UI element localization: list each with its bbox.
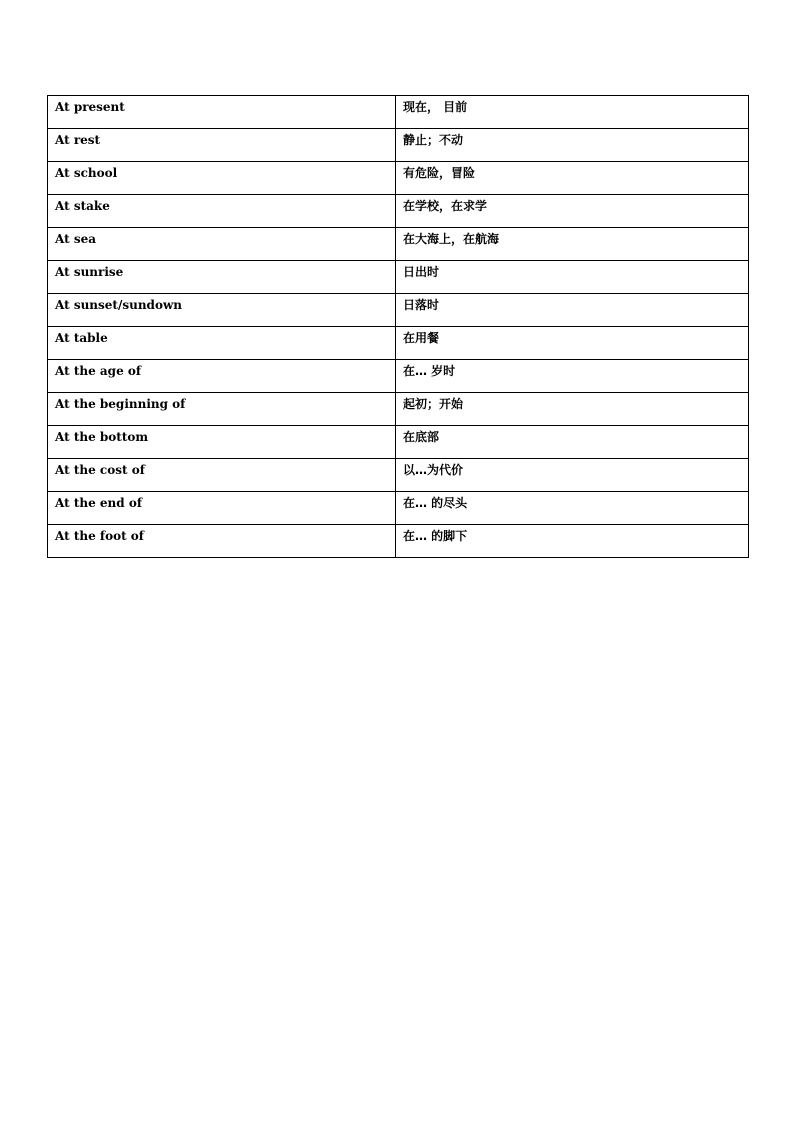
- phrase-english-cell: At present: [48, 96, 396, 129]
- phrase-chinese-cell: 在用餐: [396, 327, 749, 360]
- phrase-chinese-cell: 在大海上，在航海: [396, 228, 749, 261]
- table-row: [48, 129, 749, 162]
- phrase-english-cell: At sea: [48, 228, 396, 261]
- phrase-english-cell: At the end of: [48, 492, 396, 525]
- phrase-english-cell: At sunrise: [48, 261, 396, 294]
- table-row: [48, 360, 749, 393]
- phrase-table: [47, 95, 749, 558]
- table-row: [48, 294, 749, 327]
- phrase-table-body: [48, 96, 749, 558]
- table-row: [48, 426, 749, 459]
- phrase-english-cell: At rest: [48, 129, 396, 162]
- table-row: [48, 162, 749, 195]
- phrase-english-cell: At school: [48, 162, 396, 195]
- phrase-chinese-cell: 起初；开始: [396, 393, 749, 426]
- phrase-english-cell: At the foot of: [48, 525, 396, 558]
- table-row: [48, 195, 749, 228]
- table-row: [48, 393, 749, 426]
- phrase-english-cell: At the bottom: [48, 426, 396, 459]
- phrase-english-cell: At table: [48, 327, 396, 360]
- phrase-chinese-cell: 静止；不动: [396, 129, 749, 162]
- phrase-chinese-cell: 有危险，冒险: [396, 162, 749, 195]
- phrase-chinese-cell: 在… 的脚下: [396, 525, 749, 558]
- phrase-chinese-cell: 日出时: [396, 261, 749, 294]
- table-row: [48, 327, 749, 360]
- table-row: [48, 492, 749, 525]
- phrase-english-cell: At stake: [48, 195, 396, 228]
- phrase-english-cell: At the cost of: [48, 459, 396, 492]
- phrase-chinese-cell: 现在， 目前: [396, 96, 749, 129]
- table-row: [48, 459, 749, 492]
- phrase-chinese-cell: 在… 的尽头: [396, 492, 749, 525]
- phrase-english-cell: At the age of: [48, 360, 396, 393]
- table-row: [48, 525, 749, 558]
- phrase-chinese-cell: 在… 岁时: [396, 360, 749, 393]
- phrase-chinese-cell: 以…为代价: [396, 459, 749, 492]
- table-row: [48, 228, 749, 261]
- phrase-chinese-cell: 在底部: [396, 426, 749, 459]
- table-row: [48, 96, 749, 129]
- phrase-chinese-cell: 日落时: [396, 294, 749, 327]
- phrase-chinese-cell: 在学校，在求学: [396, 195, 749, 228]
- table-row: [48, 261, 749, 294]
- phrase-english-cell: At sunset/sundown: [48, 294, 396, 327]
- phrase-english-cell: At the beginning of: [48, 393, 396, 426]
